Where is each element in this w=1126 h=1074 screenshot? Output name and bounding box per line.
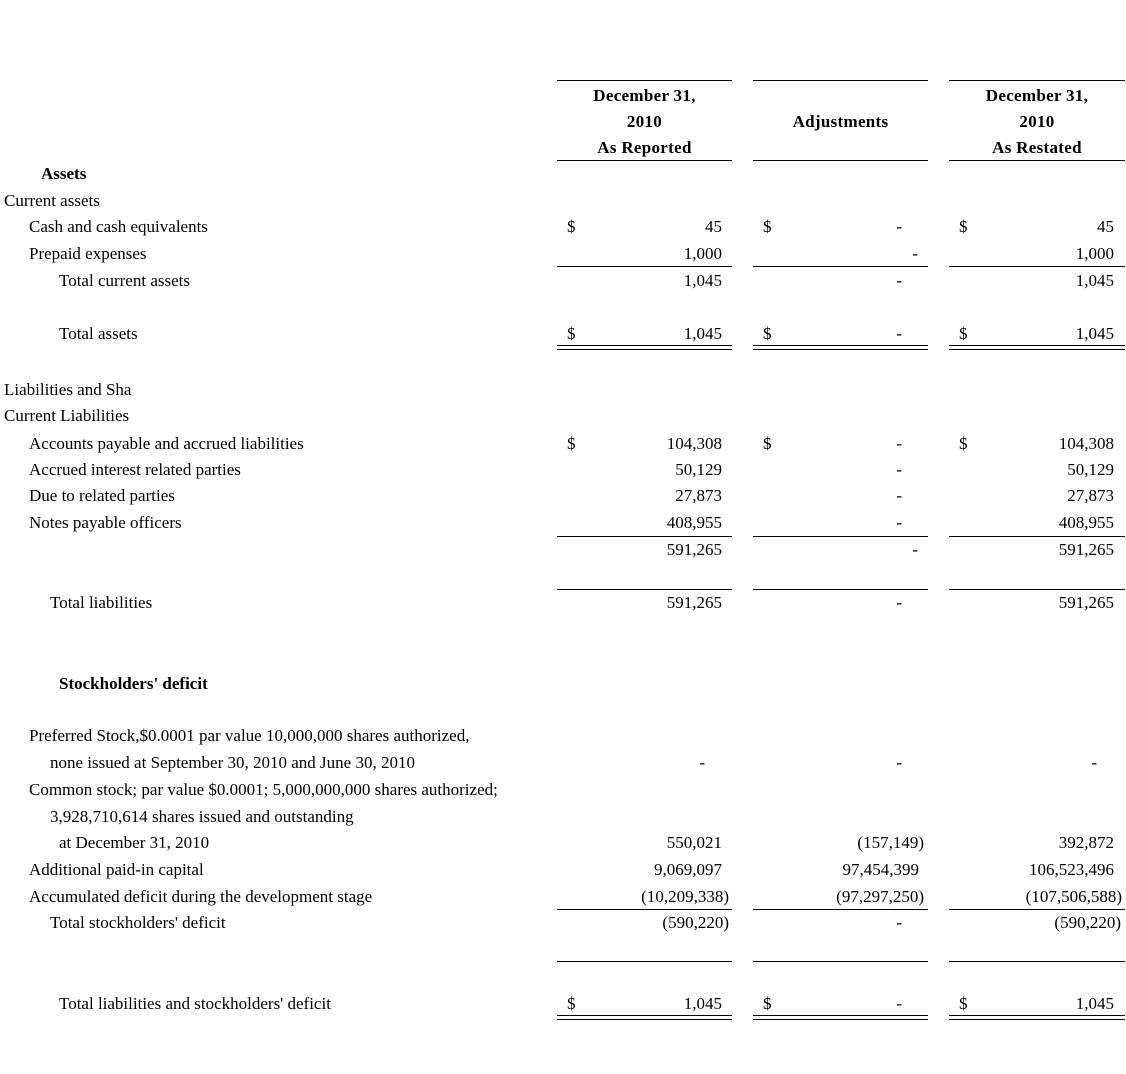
label-cash: Cash and cash equivalents: [29, 217, 208, 236]
value-ai-restated: 50,129: [1067, 460, 1114, 479]
subtotal-rule: [753, 536, 928, 537]
dollar-sign: $: [959, 994, 968, 1013]
subtotal-rule: [557, 909, 732, 910]
value-ta-reported: 1,045: [683, 324, 722, 343]
column-header-reported: [557, 83, 732, 161]
subtotal-rule: [557, 536, 732, 537]
dollar-sign: $: [763, 994, 772, 1013]
value-cash-restated: 45: [1097, 217, 1114, 236]
value-apic-adjustments: 97,454,399: [842, 860, 919, 879]
value-ai-adjustments: -: [896, 460, 902, 479]
subtotal-rule: [949, 909, 1125, 910]
label-total-liab-sh: Total liabilities and stockholders' deficit: [59, 994, 331, 1013]
value-sub-liab-reported: 591,265: [666, 540, 722, 559]
label-prepaid: Prepaid expenses: [29, 244, 147, 263]
header-line: December 31,: [985, 86, 1089, 105]
header-line: Adjustments: [792, 112, 889, 131]
label-common-3: at December 31, 2010: [59, 833, 210, 852]
subtotal-rule: [753, 589, 928, 590]
label-apic: Additional paid-in capital: [29, 860, 204, 879]
value-tlsd-adjustments: -: [896, 994, 902, 1013]
double-rule: [753, 345, 928, 350]
value-tca-reported: 1,045: [683, 271, 722, 290]
value-cs-adjustments: (157,149): [857, 833, 924, 852]
value-tlsd-restated: 1,045: [1075, 994, 1114, 1013]
value-tca-restated: 1,045: [1075, 271, 1114, 290]
section-heading-assets: Assets: [41, 164, 87, 183]
label-total-current-assets: Total current assets: [59, 271, 190, 290]
column-header-adjustments: [753, 109, 928, 135]
value-sub-liab-adjustments: -: [912, 540, 918, 559]
subtotal-rule: [753, 266, 928, 267]
value-tsd-adjustments: -: [896, 913, 902, 932]
header-bottom-rule-adjustments: [753, 160, 928, 161]
value-np-restated: 408,955: [1058, 513, 1114, 532]
value-ta-adjustments: -: [896, 324, 902, 343]
header-top-rule-restated: [949, 80, 1125, 81]
subtotal-rule: [557, 266, 732, 267]
value-tsd-restated: (590,220): [1054, 913, 1121, 932]
double-rule: [557, 1015, 732, 1020]
label-total-assets: Total assets: [59, 324, 138, 343]
value-ta-restated: 1,045: [1075, 324, 1114, 343]
value-cs-reported: 550,021: [666, 833, 722, 852]
dollar-sign: $: [763, 434, 772, 453]
value-ap-reported: 104,308: [666, 434, 722, 453]
value-cash-reported: 45: [705, 217, 722, 236]
value-ap-adjustments: -: [896, 434, 902, 453]
value-ad-adjustments: (97,297,250): [836, 887, 924, 906]
header-line: 2010: [626, 112, 663, 131]
label-total-sh-deficit: Total stockholders' deficit: [50, 913, 226, 932]
label-current-liabilities: Current Liabilities: [4, 406, 130, 425]
value-pref-adjustments: -: [896, 753, 902, 772]
header-line: December 31,: [593, 86, 696, 105]
value-ad-restated: (107,506,588): [1025, 887, 1122, 906]
header-line: As Restated: [992, 138, 1082, 157]
subtotal-rule: [557, 961, 732, 962]
subtotal-rule: [753, 961, 928, 962]
value-cs-restated: 392,872: [1058, 833, 1114, 852]
dollar-sign: $: [959, 434, 968, 453]
dollar-sign: $: [763, 324, 772, 343]
value-tl-adjustments: -: [896, 593, 902, 612]
header-top-rule-adjustments: [753, 80, 928, 81]
double-rule: [949, 1015, 1125, 1020]
label-current-assets: Current assets: [4, 191, 100, 210]
double-rule: [557, 345, 732, 350]
section-heading-stockholders-deficit: Stockholders' deficit: [59, 674, 208, 693]
dollar-sign: $: [567, 994, 576, 1013]
subtotal-rule: [557, 589, 732, 590]
subtotal-rule: [949, 266, 1125, 267]
label-liabilities-and-shareholders: [4, 380, 140, 400]
header-line: 2010: [1019, 112, 1055, 131]
value-tl-reported: 591,265: [666, 593, 722, 612]
value-pref-reported: -: [699, 753, 705, 772]
subtotal-rule: [949, 536, 1125, 537]
value-sub-liab-restated: 591,265: [1058, 540, 1114, 559]
label-common-2: 3,928,710,614 shares issued and outstanding: [50, 807, 354, 826]
label-total-liabilities: Total liabilities: [50, 593, 153, 612]
value-tsd-reported: (590,220): [662, 913, 729, 932]
column-header-restated: [949, 83, 1125, 161]
header-top-rule-reported: [557, 80, 732, 81]
value-apic-restated: 106,523,496: [1029, 860, 1114, 879]
label-accounts-payable: Accounts payable and accrued liabilities: [29, 434, 304, 453]
dollar-sign: $: [567, 217, 576, 236]
dollar-sign: $: [567, 434, 576, 453]
dollar-sign: $: [959, 324, 968, 343]
label-common-1: [29, 780, 556, 800]
value-ap-restated: 104,308: [1058, 434, 1114, 453]
header-bottom-rule-restated: [949, 160, 1125, 161]
value-pref-restated: -: [1091, 753, 1097, 772]
value-np-adjustments: -: [896, 513, 902, 532]
label-accrued-interest: Accrued interest related parties: [29, 460, 241, 479]
dollar-sign: $: [959, 217, 968, 236]
label-common-1-text: Common stock; par value $0.0001; 5,000,000,000 shares authorized;: [29, 780, 498, 799]
subtotal-rule: [753, 909, 928, 910]
header-bottom-rule-reported: [557, 160, 732, 161]
dollar-sign: $: [567, 324, 576, 343]
value-prepaid-adjustments: -: [912, 244, 918, 263]
value-tca-adjustments: -: [896, 271, 902, 290]
value-dr-reported: 27,873: [675, 486, 722, 505]
label-notes-payable: Notes payable officers: [29, 513, 182, 532]
dollar-sign: $: [763, 217, 772, 236]
value-cash-adjustments: -: [896, 217, 902, 236]
label-preferred-2: none issued at September 30, 2010 and June 30, 2010: [50, 753, 415, 772]
value-ad-reported: (10,209,338): [641, 887, 729, 906]
subtotal-rule: [949, 961, 1125, 962]
subtotal-rule: [949, 589, 1125, 590]
double-rule: [753, 1015, 928, 1020]
value-dr-adjustments: -: [896, 486, 902, 505]
value-dr-restated: 27,873: [1067, 486, 1114, 505]
value-apic-reported: 9,069,097: [654, 860, 722, 879]
value-tl-restated: 591,265: [1058, 593, 1114, 612]
label-accum-deficit: Accumulated deficit during the development stage: [29, 887, 373, 906]
header-line: As Reported: [597, 138, 692, 157]
double-rule: [949, 345, 1125, 350]
value-tlsd-reported: 1,045: [683, 994, 722, 1013]
label-preferred-1: Preferred Stock,$0.0001 par value 10,000,000 shares authorized,: [29, 726, 470, 745]
value-prepaid-reported: 1,000: [683, 244, 722, 263]
value-prepaid-restated: 1,000: [1075, 244, 1114, 263]
value-ai-reported: 50,129: [675, 460, 722, 479]
label-liab-text: Liabilities and Sha: [4, 380, 132, 399]
value-np-reported: 408,955: [666, 513, 722, 532]
label-due-related: Due to related parties: [29, 486, 175, 505]
